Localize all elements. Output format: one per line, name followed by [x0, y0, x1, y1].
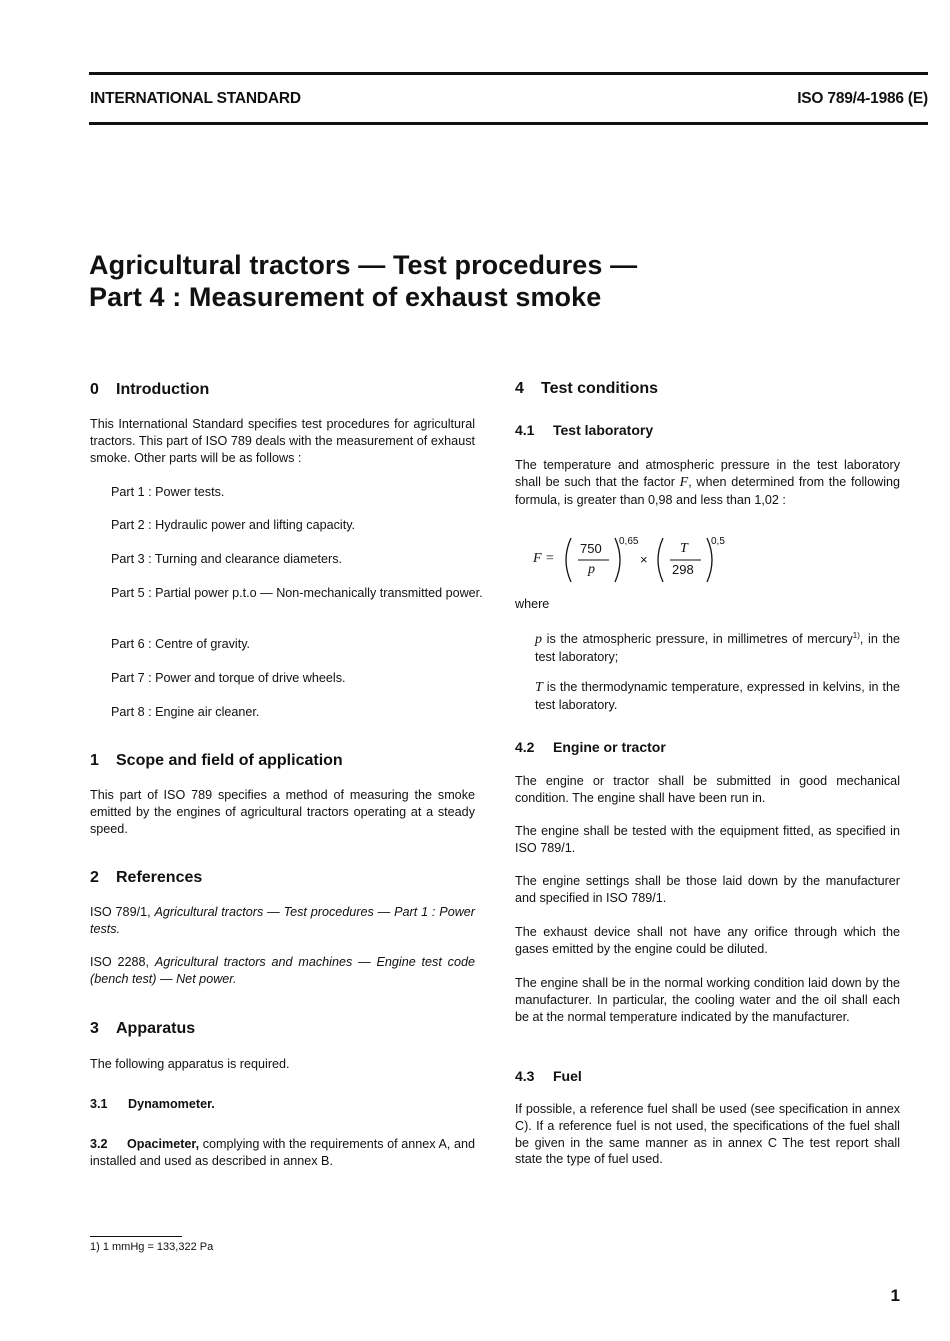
part-list-item: Part 6 : Centre of gravity.	[111, 637, 251, 651]
section-4-3-heading: 4.3 Fuel	[515, 1068, 582, 1084]
section-4-2-heading: 4.2 Engine or tractor	[515, 739, 666, 755]
section-4-2-paragraph: The engine or tractor shall be submitted in good mechanical condition. The engine shall have been run in.	[515, 774, 900, 805]
part-list-item: Part 2 : Hydraulic power and lifting capacity.	[111, 518, 356, 532]
reference-item: ISO 2288, Agricultural tractors and machines — Engine test code (bench test) — Net power.	[90, 955, 475, 986]
section-4-1-text: The temperature and atmospheric pressure in the test laboratory shall be such that the factor F, when determined from the following formula, is greater than 0,98 and less than 1,02 :	[515, 458, 900, 507]
formula-exponent-1: 0,65	[619, 536, 639, 547]
page-number: 1	[890, 1286, 900, 1305]
section-2-heading: 2 References	[90, 869, 203, 886]
formula-brackets	[533, 532, 773, 588]
header-top-rule	[89, 72, 928, 75]
section-3-1: 3.1 Dynamometer.	[90, 1097, 215, 1111]
footnote-rule	[90, 1236, 182, 1237]
reference-item: ISO 789/1, Agricultural tractors — Test procedures — Part 1 : Power tests.	[90, 905, 475, 936]
formula-lhs: F =	[533, 551, 555, 566]
part-list-item: Part 1 : Power tests.	[111, 485, 225, 499]
formula-denominator-2: 298	[672, 562, 694, 577]
header-bottom-rule	[89, 122, 928, 125]
section-3-2: 3.2 Opacimeter, complying with the requirements of annex A, and installed and used as described in annex B.	[90, 1137, 475, 1168]
formula-multiply: ×	[640, 552, 648, 567]
section-3-text: The following apparatus is required.	[90, 1057, 290, 1071]
section-4-1-heading: 4.1 Test laboratory	[515, 422, 654, 438]
title-line-2: Part 4 : Measurement of exhaust smoke	[89, 282, 602, 312]
section-4-2-paragraph: The engine shall be in the normal working condition laid down by the manufacturer. In particular, the cooling water and the oil shall each be at the normal temperature indicated by the manufacturer.	[515, 976, 900, 1024]
formula-numerator-2: T	[680, 541, 688, 556]
section-4-3-text: If possible, a reference fuel shall be used (see specification in annex C). If a reference fuel is not used, the specifications of the fuel shall be given in the same manner as in annex C The test report shall state the type of fuel used.	[515, 1102, 900, 1167]
title-line-1: Agricultural tractors — Test procedures —	[89, 250, 638, 280]
document-reference: ISO 789/4-1986 (E)	[797, 90, 928, 107]
definition-t: T is the thermodynamic temperature, expressed in kelvins, in the test laboratory.	[535, 680, 900, 712]
formula-denominator-1: p	[588, 562, 595, 577]
section-0-heading: 0 Introduction	[90, 381, 210, 398]
page-title	[89, 249, 889, 313]
part-list-item: Part 3 : Turning and clearance diameters.	[111, 552, 343, 566]
part-list-item: Part 5 : Partial power p.t.o — Non-mechanically transmitted power.	[111, 586, 483, 600]
formula-exponent-2: 0,5	[711, 536, 725, 547]
section-4-heading: 4 Test conditions	[515, 380, 659, 397]
section-3-heading: 3 Apparatus	[90, 1020, 196, 1037]
section-1-text: This part of ISO 789 specifies a method of measuring the smoke emitted by the engines of agricultural tractors operating at a steady speed.	[90, 788, 475, 836]
section-0-intro: This International Standard specifies test procedures for agricultural tractors. This part of ISO 789 deals with the measurement of exhaust smoke. Other parts will be as follows :	[90, 417, 475, 465]
definition-p: p is the atmospheric pressure, in millimetres of mercury$^{1)}$, in the test laboratory;	[535, 631, 900, 664]
factor-formula	[533, 532, 773, 588]
where-label: where	[515, 597, 550, 611]
document-type: INTERNATIONAL STANDARD	[90, 90, 301, 107]
section-1-heading: 1 Scope and field of application	[90, 752, 343, 769]
formula-numerator-1: 750	[580, 541, 602, 556]
footnote: 1) 1 mmHg = 133,322 Pa	[90, 1241, 214, 1253]
part-list-item: Part 8 : Engine air cleaner.	[111, 705, 260, 719]
section-4-2-paragraph: The exhaust device shall not have any orifice through which the gases emitted by the engine could be diluted.	[515, 925, 900, 956]
part-list-item: Part 7 : Power and torque of drive wheels.	[111, 671, 346, 685]
section-4-2-paragraph: The engine settings shall be those laid down by the manufacturer and specified in ISO 789/1.	[515, 874, 900, 905]
section-4-2-paragraph: The engine shall be tested with the equipment fitted, as specified in ISO 789/1.	[515, 824, 900, 855]
